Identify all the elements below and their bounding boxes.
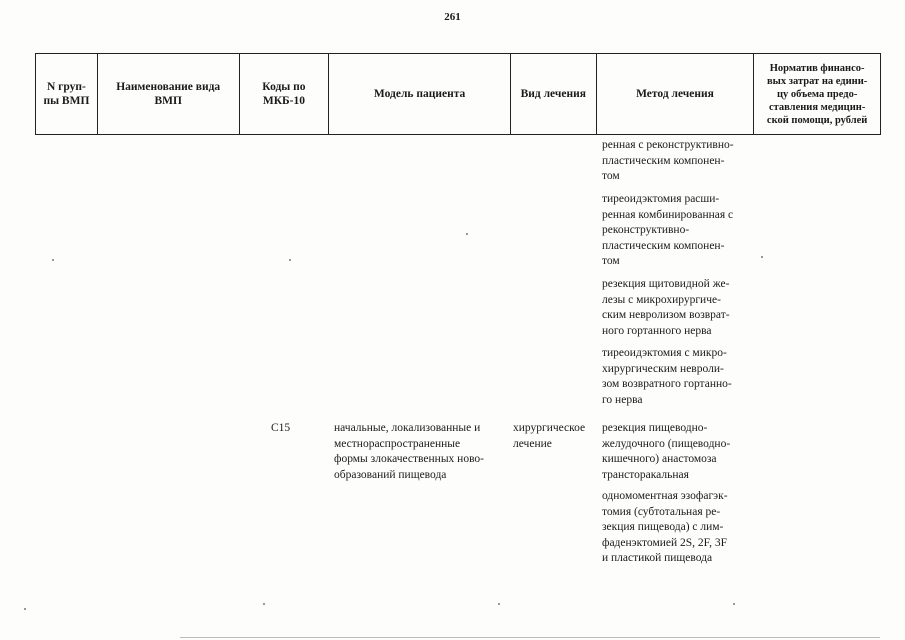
scan-speck <box>733 603 735 605</box>
method-text: резекция пищеводно- желудочного (пищеводно- кишечного) анастомоза трансторакальная <box>602 422 731 481</box>
method-text: тиреоидэктомия расши- ренная комбинированная с реконструктивно- пластическим компонен- том <box>602 193 734 267</box>
method-text: резекция щитовидной же- лезы с микрохирургиче- ским невролизом возврат- ного гортанного нерва <box>602 278 730 337</box>
method-text: ренная с реконструктивно- пластическим компонен- том <box>602 139 734 182</box>
header-icd-codes: Коды по МКБ-10 <box>240 54 330 134</box>
table-header <box>35 53 881 135</box>
method-text: одномоментная эзофагэк- томия (субтотальная ре- зекция пищевода) с лим- фаденэктомией 2S, 2F, 3F и пластикой пищевода <box>602 490 728 564</box>
treatment-type-text: хирургическое лечение <box>513 422 586 450</box>
scan-speck <box>289 259 291 261</box>
page-number: 261 <box>444 11 461 23</box>
header-patient-model: Модель пациента <box>329 54 511 134</box>
scan-speck <box>466 233 468 235</box>
header-group-number: N груп- пы ВМП <box>36 54 98 134</box>
scan-speck <box>761 256 763 258</box>
scan-speck <box>263 603 265 605</box>
header-cost-norm: Норматив финансо- вых затрат на едини- цу объема предо- ставления медицин- ской помощи, рублей <box>766 62 868 126</box>
header-vmp-name: Наименование вида ВМП <box>98 54 240 134</box>
scan-speck <box>52 259 54 261</box>
patient-model-text: начальные, локализованные и местнораспространенные формы злокачественных ново- образований пищевода <box>334 422 485 481</box>
scan-speck <box>498 603 500 605</box>
header-treatment-type: Вид лечения <box>511 54 597 134</box>
page-bottom-edge <box>180 637 880 638</box>
header-treatment-method: Метод лечения <box>597 54 755 134</box>
scan-speck <box>24 608 26 610</box>
method-text: тиреоидэктомия с микро- хирургическим невроли- зом возвратного гортанно- го нерва <box>602 347 732 406</box>
icd-code: C15 <box>271 422 291 434</box>
